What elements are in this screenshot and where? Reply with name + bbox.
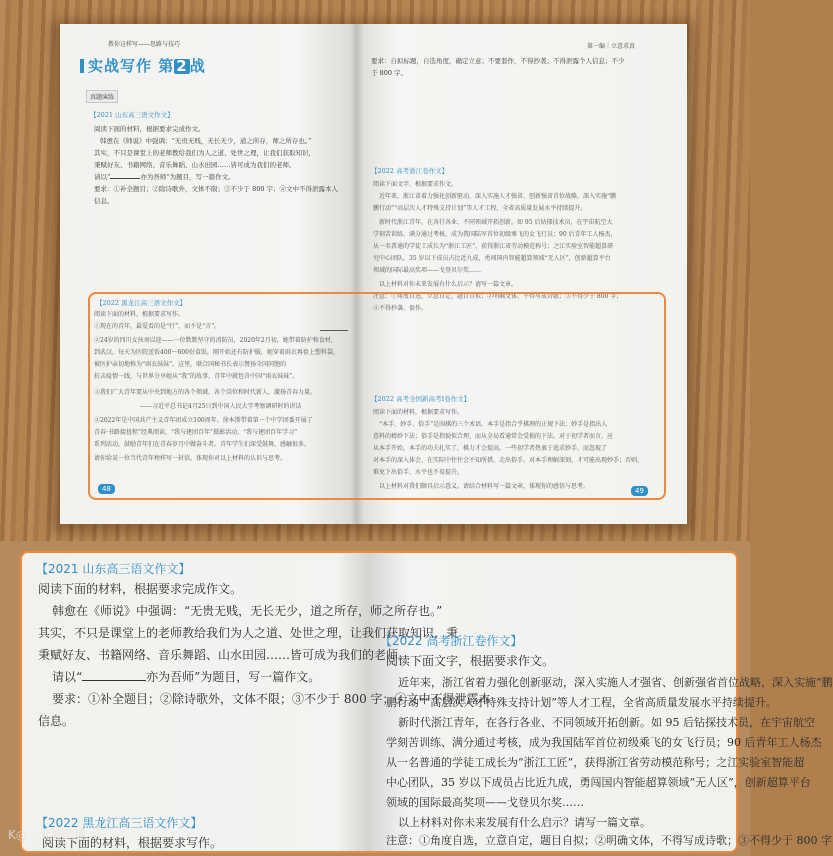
right-page-number: 49 bbox=[631, 486, 648, 496]
q2-line: ④2022年是中国共产主义青年团成立100周年。徐本斯带着第一个中学团委开展了 bbox=[94, 417, 313, 424]
q3-line: 以上材料对你未来发展有什么启示？请写一篇文章。 bbox=[379, 281, 518, 288]
q3-line: 学刻苦训练、满分通过考核，成为我国陆军首位初级乘飞的女飞行员；90 后青年工人杨杰， bbox=[373, 231, 617, 238]
q1-tag: 【2021 山东高三语文作文】 bbox=[90, 111, 174, 119]
blank-underline bbox=[82, 680, 146, 681]
zoom-right-line: 以上材料对你未来发展有什么启示？请写一篇文章。 bbox=[398, 816, 651, 829]
zoom-right-line: 学刻苦训练、满分通过考核，成为我国陆军首位初级乘飞的女飞行员；90 后青年工人杨杰 bbox=[386, 736, 822, 749]
zoom-right-tag: 【2022 高考浙江卷作文】 bbox=[380, 634, 523, 648]
q2-line: 到武汉，每天为医院送饭400～600份盒饭，刚开始还有防护服，她穿着雨衣再套上塑料袋， bbox=[94, 349, 339, 356]
q3-line: 从一名普通的学徒工成长为“浙江工匠”，获得浙江省劳动模范称号；之江实验室智能超算研 bbox=[373, 243, 614, 250]
zoom-right-line: 从一名普通的学徒工成长为“浙江工匠”，获得浙江省劳动模范称号；之江实验室智能超 bbox=[386, 756, 805, 769]
q1-line: 阅读下面的材料，根据要求完成作文。 bbox=[94, 125, 205, 133]
q4-line: 阅读下面的材料，根据要求写作。 bbox=[373, 409, 464, 416]
q2-tag: 【2022 黑龙江高三语文作文】 bbox=[96, 299, 187, 307]
zoom-left-line: 其实，不只是课堂上的老师教给我们为人之道、处世之理，让我们获取知识，秉 bbox=[38, 626, 459, 640]
q3-line: 鹏行动”“高层次人才特殊支持计划”等人才工程，全省高质量发展水平持续提升。 bbox=[373, 205, 587, 212]
zoom-panel bbox=[0, 541, 833, 856]
right-running-head: 第一编｜立意求真 bbox=[587, 43, 636, 50]
zoom-frame bbox=[20, 551, 833, 853]
highlight-frame bbox=[88, 292, 666, 500]
q3-line: 近年来，浙江省着力强化创新驱动，深入实施人才强省、创新强省首位战略，深入实施“鹏 bbox=[379, 193, 617, 200]
q3-line: 新时代浙江青年，在各行各业、不同领域开拓创新。如 95 后钻探技术员，在宇宙航空大 bbox=[379, 219, 613, 226]
q2-line: 被医护亲切地称为“雨衣妹妹”。这里，联合国秘书长表示赞扬全国同胞的 bbox=[94, 361, 287, 368]
q2-line: ②24岁的四川女孩刘以迎——一位默默坚守的消防员，2020年2月初，她带着防护和食材， bbox=[94, 337, 337, 344]
zoom-right-line: 新时代浙江青年，在各行各业、不同领域开拓创新。如 95 后钻探技术员，在宇宙航空 bbox=[398, 716, 815, 729]
zoom-right-line: 阅读下面文字，根据要求作文。 bbox=[386, 654, 555, 668]
q3-tag: 【2022 高考浙江卷作文】 bbox=[371, 167, 449, 175]
q2-line: 抗击疫情一线，与世界分享她从“我”的故事，青年中就包含中国“雨衣妹妹”。 bbox=[94, 373, 299, 380]
q2-line: ——习近平总书记4月25日到中国人民大学考察调研时的讲话 bbox=[140, 403, 302, 410]
q2-line: 请你给某一位当代青年榜样写一封信，体现你对以上材料的认识与思考。 bbox=[94, 455, 287, 462]
right-top-line: 要求：自拟标题，自选角度，确定立意；不要套作，不得抄袭；不得泄露个人信息；不少 bbox=[371, 57, 625, 65]
q4-line: 难免下出俗手，水平也不易提升。 bbox=[373, 469, 464, 476]
q1-line: 秉赋好友、书籍网络、音乐舞蹈、山水田园……皆可成为我们的老师。 bbox=[94, 161, 296, 169]
q4-line: 意料的精妙下法；俗手是指貌似合理，而从全局看通常会受损的下法。对于初学者而言，应 bbox=[373, 433, 614, 440]
q1-line: 韩愈在《师说》中强调：“无贵无贱，无长无少，道之所存，师之所存也。” bbox=[100, 137, 312, 145]
q2-line: 青春·书路接扭程”经典阅读，“我与建团百年”摄影活动，“我与建团百年学习” bbox=[94, 429, 298, 436]
section-bar-icon bbox=[80, 59, 84, 73]
zoom-right-line: 注意：①角度自选，立意自定，题目自拟；②明确文体，不得写成诗歌；③不得少于 800 字 bbox=[386, 834, 832, 847]
zoom-right-line: 近年来，浙江省着力强化创新驱动，深入实施人才强省、创新强省首位战略，深入实施“鹏 bbox=[398, 676, 833, 689]
section-number-badge: 2 bbox=[176, 57, 188, 75]
q4-line: 对本手的深入体会，在实际中往往会不知所措，走出俗手。对本手理解深刻，才可能出现妙手；否则， bbox=[373, 457, 644, 464]
q3-line: 注意：①角度自选，立意自定，题目自拟；②明确文体，不得写成诗歌；③不得少于 800 字； bbox=[373, 293, 623, 300]
zoom-left-bottom: 阅读下面的材料，根据要求写作。 bbox=[42, 836, 223, 850]
zoom-left-tag-2: 【2022 黑龙江高三语文作文】 bbox=[36, 816, 203, 830]
q4-line: 以上材料对我们颇具启示意义。请结合材料写一篇文章，体现你的感悟与思考。 bbox=[379, 483, 590, 490]
zoom-left-line: 要求：①补全题目；②除诗歌外，文体不限；③不少于 800 字；④文中不得泄露本 bbox=[52, 692, 491, 706]
drill-tag: 真题演练 bbox=[86, 90, 118, 103]
q2-line: ①现在的青年，最爱看的是“行”，而不是“言”。 bbox=[94, 323, 221, 330]
left-page-number: 48 bbox=[98, 484, 115, 494]
q3-line: 阅读下面文字，根据要求作文。 bbox=[373, 181, 458, 188]
q3-line: 领域的国际最高奖项——戈登贝尔奖…… bbox=[373, 267, 482, 274]
q2-line: 阅读下面的材料，根据要求写作。 bbox=[94, 311, 185, 318]
q1-line: 信息。 bbox=[94, 197, 114, 205]
zoom-left-line: 信息。 bbox=[38, 714, 75, 728]
right-top-line: 于 800 字。 bbox=[371, 69, 408, 77]
left-running-head: 教你这样写——思路与技巧 bbox=[108, 41, 181, 48]
q1-line: 请以“ 亦为吾师”为题目，写一篇作文。 bbox=[94, 173, 235, 181]
q3-line: 究中心团队，35 岁以下成员占比近九成，勇闯国内智能超算领域“无人区”，创新超算平台 bbox=[373, 255, 611, 262]
zoom-left-line: 秉赋好友、书籍网络、音乐舞蹈、山水田园……皆可成为我们的老师。 bbox=[38, 648, 411, 662]
q4-line: 从本手开始，本手的功夫扎实了，棋力才会提高。一些初学者热衷于追求妙手，而忽视了 bbox=[373, 445, 608, 452]
q1-line: 要求：①补全题目；②除诗歌外，文体不限；③不少于 800 字；④文中不得泄露本人 bbox=[94, 185, 339, 193]
watermark-logo: K◎一大誠跨境 bbox=[8, 828, 87, 842]
zoom-left-tag: 【2021 山东高三语文作文】 bbox=[36, 562, 191, 576]
zoom-left-line: 请以“ 亦为吾师”为题目，写一篇作文。 bbox=[52, 670, 321, 684]
q4-tag: 【2022 高考全国新高考Ⅰ卷作文】 bbox=[371, 395, 471, 403]
q2-line: ③我们广大青年要从中央到地方的各个领域、各个岗位和时代新人，激扬青春力量。 bbox=[94, 389, 317, 396]
section-title: 实战写作 第 2 战 bbox=[88, 57, 206, 75]
zoom-right-line: 领域的国际最高奖项——戈登贝尔奖…… bbox=[386, 796, 584, 809]
zoom-right-line: 中心团队，35 岁以下成员占比近九成，勇闯国内智能超算领域“无人区”，创新超算平台 bbox=[386, 776, 811, 789]
zoom-right-line: 鹏行动”“高层次人才特殊支持计划”等人才工程，全省高质量发展水平持续提升。 bbox=[386, 696, 777, 709]
q2-line: 系列活动，鼓励青年们在青春岁月中做奋斗者。青年学生们深受鼓舞，感触很多。 bbox=[94, 441, 311, 448]
q4-line: “本手、妙手、俗手”是围棋的三个术语。本手是指合乎棋理的正规下法；妙手是指出人 bbox=[379, 421, 608, 428]
zoom-left-line: 韩愈在《师说》中强调：“无贵无贱，无长无少，道之所存，师之所存也。” bbox=[52, 604, 443, 618]
zoom-left-line: 阅读下面的材料，根据要求完成作文。 bbox=[38, 582, 243, 596]
q1-line: 其实，不只是课堂上的老师教给我们为人之道、处世之理，让我们获取知识， bbox=[94, 149, 315, 157]
q3-line: ④不得抄袭、套作。 bbox=[373, 305, 428, 312]
